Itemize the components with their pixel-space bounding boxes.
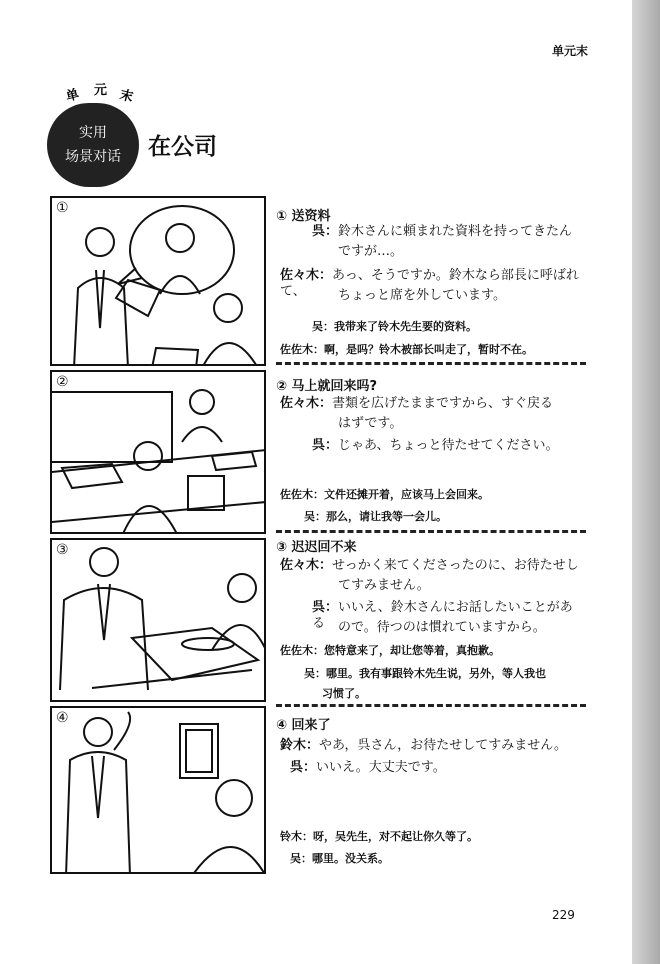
cn-line — [280, 343, 533, 357]
comic-panel-1 — [50, 196, 266, 366]
speaker: 佐々木： — [280, 268, 333, 283]
jp-line-cont: はずです。 — [338, 416, 403, 431]
cn-text: 文件还摊开着，应该马上会回来。 — [324, 488, 489, 501]
jp-line — [280, 396, 553, 412]
speaker: 佐佐木： — [280, 644, 324, 657]
speaker: 呉： — [312, 224, 339, 239]
jp-text: あっ、そうですか。鈴木なら部長に呼ばれて、 — [280, 268, 579, 299]
page-title: 在公司 — [148, 134, 217, 160]
dialogue-section-2 — [276, 370, 584, 534]
speaker: 呉： — [312, 600, 339, 615]
jp-line — [280, 558, 579, 574]
cn-line-cont: 习惯了。 — [322, 687, 366, 700]
cn-text: 呀，吴先生，对不起让你久等了。 — [313, 830, 478, 843]
running-header: 单元末 — [552, 44, 589, 58]
speaker: 铃木： — [280, 830, 313, 843]
jp-text: いいえ、鈴木さんにお話したいことがある — [312, 600, 573, 631]
cn-line — [280, 644, 500, 658]
panel-number: ④ — [56, 710, 69, 726]
jp-text: いいえ。大丈夫です。 — [316, 760, 446, 775]
cn-text: 您特意来了，却让您等着，真抱歉。 — [324, 644, 500, 657]
panel-2-illustration — [52, 372, 266, 534]
panel-1-illustration — [52, 198, 266, 366]
speaker: 吴： — [290, 852, 312, 865]
section-title: ③ 迟迟回不来 — [276, 540, 357, 555]
panel-3-illustration — [52, 540, 266, 702]
speaker: 佐々木： — [280, 558, 333, 573]
speaker: 佐佐木： — [280, 488, 324, 501]
speaker: 佐々木： — [280, 396, 333, 411]
dialogue-section-1 — [276, 200, 584, 366]
section-title: ② 马上就回来吗? — [276, 379, 378, 394]
speaker: 吴： — [304, 667, 326, 680]
speaker: 呉： — [312, 438, 339, 453]
speaker: 吴： — [312, 320, 334, 333]
cn-text: 那么，请让我等一会儿。 — [326, 510, 447, 523]
jp-line-cont: ので。待つのは慣れていますから。 — [338, 620, 546, 635]
jp-line-cont: てすみません。 — [338, 578, 430, 593]
jp-text: せっかく来てくださったのに、お待たせし — [332, 558, 579, 573]
cn-text: 哪里。我有事跟铃木先生说，另外，等人我也 — [326, 667, 546, 680]
jp-line-cont: ですが…。 — [338, 244, 404, 259]
cn-line — [312, 320, 477, 334]
speaker: 鈴木： — [280, 738, 320, 753]
cn-text: 我带来了铃木先生要的资料。 — [334, 320, 477, 333]
page-number: 229 — [552, 908, 575, 922]
section-divider — [276, 530, 586, 533]
page-edge-shadow — [632, 0, 660, 964]
panel-number: ② — [56, 374, 69, 390]
dialogue-section-4 — [276, 710, 584, 874]
section-title: ④ 回来了 — [276, 718, 331, 733]
panel-number: ③ — [56, 542, 69, 558]
jp-line-cont: ちょっと席を外しています。 — [338, 288, 506, 303]
speaker: 呉： — [290, 760, 317, 775]
jp-text: じゃあ、ちょっと待たせてください。 — [338, 438, 559, 453]
section-title: ① 送资料 — [276, 209, 331, 224]
speaker: 佐佐木： — [280, 343, 324, 356]
comic-panel-2 — [50, 370, 266, 534]
comic-panel-4 — [50, 706, 266, 874]
cn-line — [304, 667, 546, 681]
comic-panel-3 — [50, 538, 266, 702]
unit-arc-char-1: 单 — [64, 87, 81, 105]
dialogue-section-3 — [276, 536, 584, 702]
speaker: 吴： — [304, 510, 326, 523]
jp-text: 書類を広げたままですから、すぐ戻る — [332, 396, 554, 411]
section-divider — [276, 704, 586, 707]
cn-line — [280, 830, 478, 844]
cn-text: 啊，是吗？铃木被部长叫走了，暂时不在。 — [324, 343, 533, 356]
cn-line — [304, 510, 447, 524]
panel-number: ① — [56, 200, 69, 216]
jp-line — [312, 438, 559, 454]
cn-line — [280, 488, 489, 502]
badge-line-2: 场景对话 — [65, 149, 121, 165]
cn-line — [290, 852, 389, 866]
panel-4-illustration — [52, 708, 266, 874]
unit-arc-label — [52, 78, 152, 106]
jp-line — [290, 760, 446, 776]
badge-line-1: 实用 — [79, 125, 107, 141]
jp-line — [312, 224, 572, 240]
unit-arc-char-2: 元 — [94, 83, 108, 98]
unit-badge — [47, 103, 139, 187]
jp-line — [280, 738, 567, 754]
unit-arc-char-3: 末 — [118, 87, 135, 106]
cn-text: 哪里。没关系。 — [312, 852, 389, 865]
section-divider — [276, 362, 586, 365]
jp-text: やあ，呉さん，お待たせしてすみません。 — [319, 738, 568, 753]
jp-text: 鈴木さんに頼まれた資料を持ってきたん — [338, 224, 573, 239]
